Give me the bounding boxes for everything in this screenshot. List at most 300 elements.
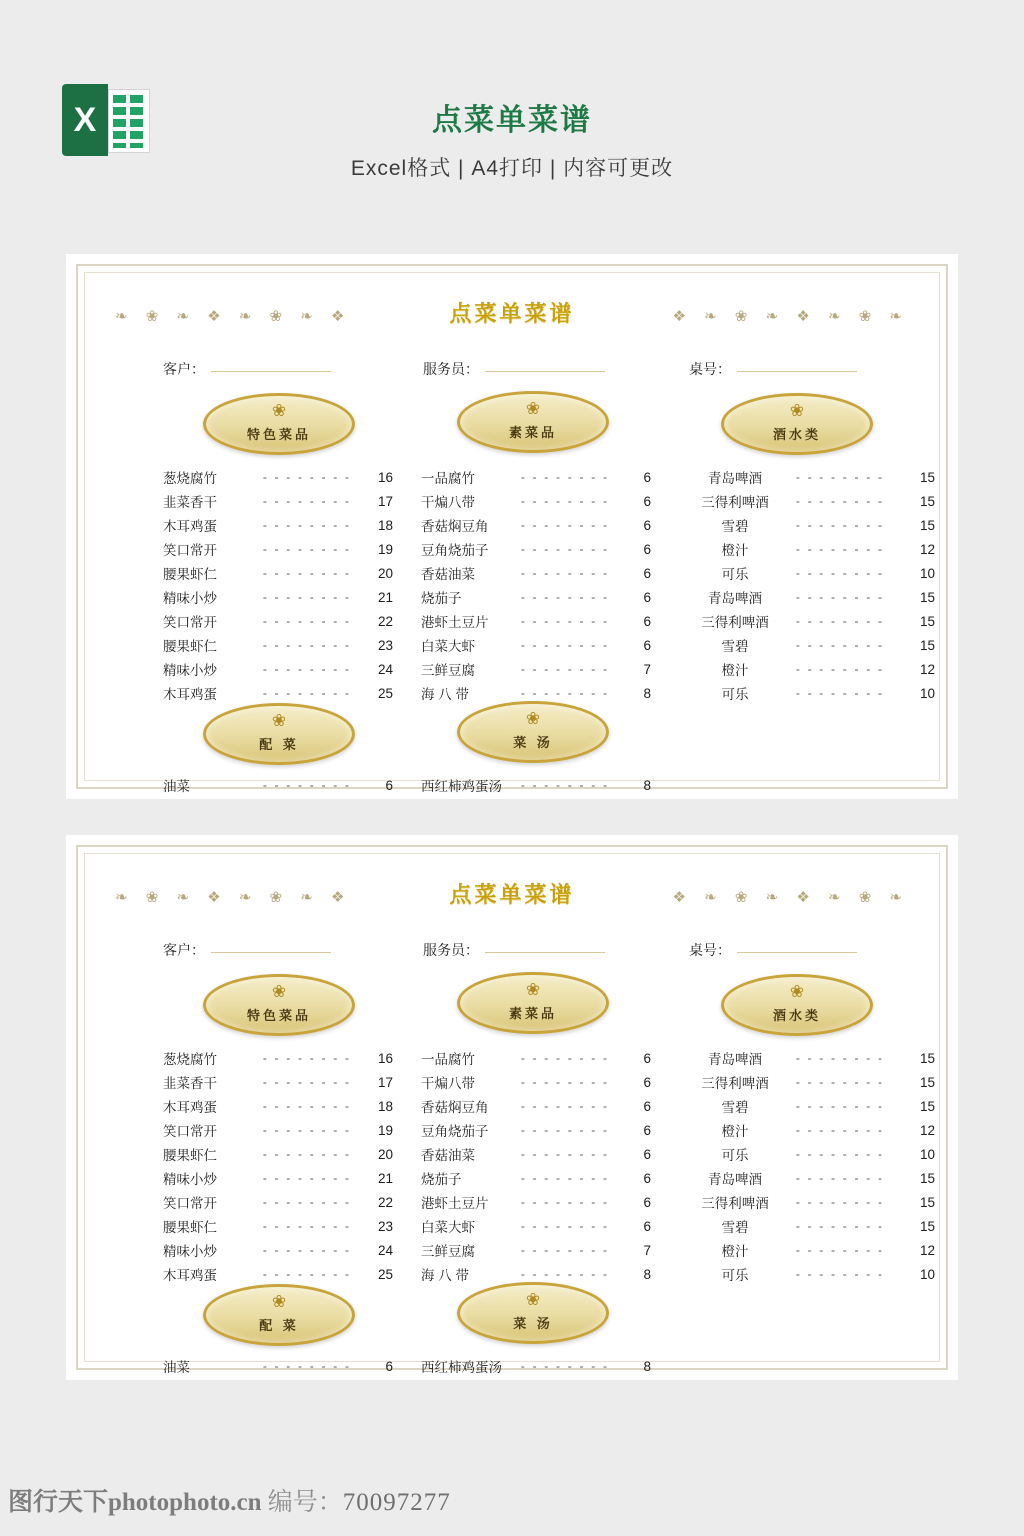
menu-item-price: 15	[919, 469, 935, 485]
badge-drinks	[721, 393, 873, 455]
menu-item-row	[163, 585, 393, 609]
table-label: 桌号：	[689, 361, 731, 377]
menu-item-price: 6	[643, 1146, 651, 1162]
menu-item-price: 6	[643, 565, 651, 581]
menu-item-name: 腰果虾仁	[163, 1148, 217, 1163]
menu-item-dots: - - - - - - - -	[520, 1171, 610, 1185]
menu-item-dots: - - - - - - - -	[520, 1195, 610, 1209]
menu-item-name: 香菇油菜	[421, 567, 475, 582]
drink-item-list	[685, 1046, 935, 1286]
menu-item-row	[163, 1118, 393, 1142]
menu-item-dots: - - - - - - - -	[795, 1075, 885, 1089]
customer-field[interactable]	[163, 940, 331, 960]
menu-preview-page-2	[66, 835, 958, 1380]
menu-item-price: 6	[643, 469, 651, 485]
menu-item-dots: - - - - - - - -	[262, 1171, 352, 1185]
badge-side	[203, 1284, 355, 1346]
watermark-id-label: 编号：	[267, 1489, 343, 1516]
menu-item-row	[163, 489, 393, 513]
ribbon-bow-icon: ❀	[525, 399, 541, 418]
menu-item-row	[685, 537, 935, 561]
menu-item-name: 干煸八带	[421, 1076, 475, 1091]
menu-item-price: 8	[643, 1266, 651, 1282]
badge-side	[203, 703, 355, 765]
menu-item-dots: - - - - - - - -	[520, 662, 610, 676]
menu-item-row	[421, 489, 651, 513]
menu-item-dots: - - - - - - - -	[520, 1219, 610, 1233]
ribbon-bow-icon: ❀	[525, 709, 541, 728]
menu-item-name: 雪碧	[721, 519, 749, 534]
waiter-label: 服务员：	[423, 942, 479, 958]
menu-item-name: 豆角烧茄子	[421, 1124, 489, 1139]
vegetable-item-list	[421, 1046, 651, 1286]
menu-item-row	[163, 773, 393, 797]
menu-item-name: 香菇焖豆角	[421, 1100, 489, 1115]
menu-item-row	[421, 561, 651, 585]
menu-item-row	[421, 465, 651, 489]
menu-item-dots: - - - - - - - -	[795, 590, 885, 604]
menu-item-dots: - - - - - - - -	[262, 614, 352, 628]
menu-item-row	[421, 585, 651, 609]
menu-item-row	[685, 585, 935, 609]
page-subtitle: Excel格式 | A4打印 | 内容可更改	[350, 157, 674, 180]
menu-item-name: 精味小炒	[163, 591, 217, 606]
menu-doc-title: 点菜单菜谱	[449, 882, 575, 908]
menu-item-price: 6	[385, 777, 393, 793]
menu-item-name: 笑口常开	[163, 1124, 217, 1139]
menu-item-row	[421, 1262, 651, 1286]
menu-item-price: 6	[643, 1074, 651, 1090]
menu-item-price: 10	[919, 1266, 935, 1282]
menu-item-row	[685, 1118, 935, 1142]
menu-item-name: 精味小炒	[163, 1244, 217, 1259]
menu-item-row	[163, 465, 393, 489]
menu-item-row	[163, 1354, 393, 1378]
badge-drinks-label: 酒水类	[772, 1009, 821, 1024]
menu-item-price: 10	[919, 1146, 935, 1162]
menu-item-dots: - - - - - - - -	[262, 1099, 352, 1113]
menu-item-dots: - - - - - - - -	[262, 686, 352, 700]
menu-meta-row	[85, 359, 939, 385]
menu-item-dots: - - - - - - - -	[795, 566, 885, 580]
ribbon-bow-icon: ❀	[271, 1292, 287, 1311]
watermark-site: 图行天下photophoto.cn	[8, 1489, 262, 1516]
menu-item-dots: - - - - - - - -	[795, 662, 885, 676]
menu-item-price: 23	[377, 637, 393, 653]
table-input[interactable]	[737, 952, 857, 953]
menu-item-dots: - - - - - - - -	[795, 518, 885, 532]
ribbon-bow-icon: ❀	[271, 401, 287, 420]
waiter-input[interactable]	[485, 371, 605, 372]
vegetable-item-list	[421, 465, 651, 705]
menu-item-row	[685, 513, 935, 537]
menu-item-price: 15	[919, 1218, 935, 1234]
menu-item-row	[163, 1070, 393, 1094]
menu-item-dots: - - - - - - - -	[262, 1051, 352, 1065]
menu-item-name: 腰果虾仁	[163, 1220, 217, 1235]
drink-item-list	[685, 465, 935, 705]
menu-item-name: 港虾土豆片	[421, 1196, 489, 1211]
menu-item-row	[163, 609, 393, 633]
soup-item-list	[421, 773, 651, 797]
table-label: 桌号：	[689, 942, 731, 958]
menu-item-row	[421, 1214, 651, 1238]
menu-item-price: 6	[643, 1194, 651, 1210]
badge-specialty	[203, 974, 355, 1036]
menu-item-row	[685, 633, 935, 657]
menu-item-dots: - - - - - - - -	[795, 470, 885, 484]
menu-item-price: 8	[643, 685, 651, 701]
menu-item-name: 精味小炒	[163, 1172, 217, 1187]
menu-item-name: 橙汁	[721, 1244, 749, 1259]
ribbon-bow-icon: ❀	[525, 980, 541, 999]
customer-input[interactable]	[211, 952, 331, 953]
menu-item-name: 白菜大虾	[421, 639, 475, 654]
menu-item-price: 19	[377, 1122, 393, 1138]
menu-item-row	[163, 633, 393, 657]
menu-item-row	[421, 1142, 651, 1166]
menu-item-price: 12	[919, 661, 935, 677]
menu-item-name: 腰果虾仁	[163, 639, 217, 654]
customer-label: 客户：	[163, 361, 205, 377]
specialty-item-list	[163, 465, 393, 705]
menu-item-dots: - - - - - - - -	[520, 518, 610, 532]
menu-item-row	[685, 1262, 935, 1286]
table-field[interactable]	[689, 940, 857, 960]
menu-item-name: 豆角烧茄子	[421, 543, 489, 558]
menu-item-name: 西红柿鸡蛋汤	[421, 1360, 502, 1375]
menu-item-price: 15	[919, 1074, 935, 1090]
menu-item-price: 6	[643, 1218, 651, 1234]
menu-item-row	[421, 773, 651, 797]
menu-item-row	[421, 1046, 651, 1070]
waiter-label: 服务员：	[423, 361, 479, 377]
menu-item-price: 12	[919, 1242, 935, 1258]
waiter-field[interactable]	[423, 359, 605, 379]
badge-specialty	[203, 393, 355, 455]
menu-doc-title: 点菜单菜谱	[449, 301, 575, 327]
menu-item-name: 橙汁	[721, 663, 749, 678]
menu-item-dots: - - - - - - - -	[795, 1099, 885, 1113]
menu-item-price: 15	[919, 1098, 935, 1114]
menu-item-dots: - - - - - - - -	[520, 686, 610, 700]
menu-item-row	[421, 537, 651, 561]
menu-item-dots: - - - - - - - -	[262, 470, 352, 484]
menu-item-name: 韭菜香干	[163, 1076, 217, 1091]
menu-item-name: 海 八 带	[421, 1268, 470, 1283]
menu-item-dots: - - - - - - - -	[520, 614, 610, 628]
menu-item-row	[421, 681, 651, 705]
menu-item-price: 23	[377, 1218, 393, 1234]
menu-item-price: 6	[643, 493, 651, 509]
menu-item-name: 烧茄子	[421, 591, 462, 606]
menu-item-row	[685, 681, 935, 705]
menu-item-name: 橙汁	[721, 543, 749, 558]
menu-item-row	[163, 1190, 393, 1214]
badge-specialty-label: 特色菜品	[246, 1009, 311, 1024]
side-item-list	[163, 1354, 393, 1378]
menu-item-price: 6	[643, 637, 651, 653]
menu-item-dots: - - - - - - - -	[795, 638, 885, 652]
menu-item-row	[685, 1070, 935, 1094]
menu-item-price: 25	[377, 1266, 393, 1282]
menu-item-name: 葱烧腐竹	[163, 471, 217, 486]
menu-item-price: 15	[919, 517, 935, 533]
menu-item-dots: - - - - - - - -	[795, 1219, 885, 1233]
menu-item-price: 10	[919, 565, 935, 581]
menu-item-name: 雪碧	[721, 639, 749, 654]
menu-item-dots: - - - - - - - -	[262, 518, 352, 532]
waiter-input[interactable]	[485, 952, 605, 953]
menu-item-dots: - - - - - - - -	[520, 494, 610, 508]
badge-side-label: 配 菜	[259, 1319, 299, 1334]
waiter-field[interactable]	[423, 940, 605, 960]
menu-item-price: 22	[377, 613, 393, 629]
menu-item-name: 三鲜豆腐	[421, 1244, 475, 1259]
menu-item-name: 烧茄子	[421, 1172, 462, 1187]
menu-item-row	[685, 561, 935, 585]
menu-item-row	[685, 657, 935, 681]
menu-item-name: 青岛啤酒	[708, 591, 762, 606]
menu-item-price: 6	[643, 589, 651, 605]
menu-item-dots: - - - - - - - -	[795, 1171, 885, 1185]
menu-item-dots: - - - - - - - -	[520, 1075, 610, 1089]
menu-item-dots: - - - - - - - -	[262, 1147, 352, 1161]
menu-item-dots: - - - - - - - -	[520, 590, 610, 604]
menu-item-dots: - - - - - - - -	[795, 1123, 885, 1137]
menu-item-row	[163, 1238, 393, 1262]
menu-item-name: 港虾土豆片	[421, 615, 489, 630]
menu-item-dots: - - - - - - - -	[520, 778, 610, 792]
menu-item-name: 青岛啤酒	[708, 1172, 762, 1187]
menu-item-name: 笑口常开	[163, 1196, 217, 1211]
menu-item-dots: - - - - - - - -	[520, 1099, 610, 1113]
menu-item-name: 木耳鸡蛋	[163, 1100, 217, 1115]
menu-item-row	[421, 1094, 651, 1118]
menu-item-price: 12	[919, 1122, 935, 1138]
menu-item-row	[163, 1094, 393, 1118]
menu-item-price: 17	[377, 1074, 393, 1090]
menu-preview-page-1	[66, 254, 958, 799]
badge-vegetable-label: 素菜品	[508, 426, 557, 441]
menu-item-price: 7	[643, 661, 651, 677]
menu-item-price: 6	[643, 541, 651, 557]
menu-item-row	[421, 633, 651, 657]
menu-item-row	[163, 561, 393, 585]
menu-item-row	[163, 1214, 393, 1238]
menu-item-price: 8	[643, 777, 651, 793]
menu-item-row	[421, 1166, 651, 1190]
menu-item-dots: - - - - - - - -	[795, 542, 885, 556]
menu-item-dots: - - - - - - - -	[262, 1243, 352, 1257]
menu-item-dots: - - - - - - - -	[520, 1243, 610, 1257]
menu-item-name: 木耳鸡蛋	[163, 687, 217, 702]
menu-item-row	[685, 1166, 935, 1190]
menu-item-name: 三得利啤酒	[701, 495, 769, 510]
badge-vegetable	[457, 972, 609, 1034]
menu-item-dots: - - - - - - - -	[520, 470, 610, 484]
menu-item-price: 21	[377, 1170, 393, 1186]
menu-item-row	[421, 1070, 651, 1094]
menu-item-name: 香菇焖豆角	[421, 519, 489, 534]
badge-specialty-label: 特色菜品	[246, 428, 311, 443]
menu-item-row	[685, 489, 935, 513]
menu-item-dots: - - - - - - - -	[795, 1243, 885, 1257]
menu-item-price: 22	[377, 1194, 393, 1210]
menu-item-price: 6	[385, 1358, 393, 1374]
menu-item-price: 24	[377, 661, 393, 677]
menu-item-price: 12	[919, 541, 935, 557]
menu-item-dots: - - - - - - - -	[795, 494, 885, 508]
menu-item-row	[163, 513, 393, 537]
menu-item-name: 葱烧腐竹	[163, 1052, 217, 1067]
menu-item-dots: - - - - - - - -	[795, 1267, 885, 1281]
menu-item-price: 10	[919, 685, 935, 701]
menu-item-dots: - - - - - - - -	[520, 542, 610, 556]
badge-vegetable-label: 素菜品	[508, 1007, 557, 1022]
ornament-right: ❖ ❧ ❀ ❧ ❖ ❧ ❀ ❧	[672, 889, 909, 906]
ribbon-bow-icon: ❀	[525, 1290, 541, 1309]
menu-item-name: 青岛啤酒	[708, 1052, 762, 1067]
menu-item-dots: - - - - - - - -	[795, 1195, 885, 1209]
menu-item-name: 一品腐竹	[421, 471, 475, 486]
badge-soup	[457, 701, 609, 763]
menu-item-dots: - - - - - - - -	[795, 1051, 885, 1065]
menu-item-dots: - - - - - - - -	[262, 1123, 352, 1137]
menu-item-name: 木耳鸡蛋	[163, 1268, 217, 1283]
menu-item-name: 木耳鸡蛋	[163, 519, 217, 534]
menu-item-name: 精味小炒	[163, 663, 217, 678]
menu-item-price: 6	[643, 517, 651, 533]
menu-item-row	[163, 681, 393, 705]
menu-item-name: 三得利啤酒	[701, 1076, 769, 1091]
menu-item-dots: - - - - - - - -	[520, 638, 610, 652]
menu-item-price: 18	[377, 1098, 393, 1114]
menu-item-price: 21	[377, 589, 393, 605]
menu-item-row	[685, 1046, 935, 1070]
menu-item-price: 16	[377, 469, 393, 485]
menu-item-row	[421, 513, 651, 537]
menu-item-name: 可乐	[721, 1148, 749, 1163]
menu-item-dots: - - - - - - - -	[262, 590, 352, 604]
menu-item-name: 可乐	[721, 687, 749, 702]
menu-item-price: 15	[919, 637, 935, 653]
menu-item-row	[685, 1238, 935, 1262]
menu-item-price: 6	[643, 1122, 651, 1138]
menu-item-row	[685, 1094, 935, 1118]
badge-drinks	[721, 974, 873, 1036]
ornament-left: ❧ ❀ ❧ ❖ ❧ ❀ ❧ ❖	[115, 889, 352, 906]
customer-label: 客户：	[163, 942, 205, 958]
menu-item-row	[421, 1118, 651, 1142]
menu-item-price: 15	[919, 493, 935, 509]
menu-item-price: 19	[377, 541, 393, 557]
menu-item-dots: - - - - - - - -	[262, 494, 352, 508]
menu-item-price: 7	[643, 1242, 651, 1258]
menu-item-row	[163, 1166, 393, 1190]
menu-item-price: 20	[377, 1146, 393, 1162]
ribbon-bow-icon: ❀	[789, 401, 805, 420]
menu-item-row	[685, 1142, 935, 1166]
menu-item-dots: - - - - - - - -	[262, 566, 352, 580]
menu-item-name: 雪碧	[721, 1220, 749, 1235]
menu-item-row	[421, 1238, 651, 1262]
menu-item-price: 6	[643, 1170, 651, 1186]
ornament-left: ❧ ❀ ❧ ❖ ❧ ❀ ❧ ❖	[115, 308, 352, 325]
soup-item-list	[421, 1354, 651, 1378]
menu-item-price: 15	[919, 613, 935, 629]
menu-item-name: 可乐	[721, 1268, 749, 1283]
badge-soup-label: 菜 汤	[513, 736, 553, 751]
menu-item-dots: - - - - - - - -	[262, 1359, 352, 1373]
customer-field[interactable]	[163, 359, 331, 379]
menu-item-name: 橙汁	[721, 1124, 749, 1139]
menu-item-dots: - - - - - - - -	[262, 1195, 352, 1209]
menu-item-price: 16	[377, 1050, 393, 1066]
menu-item-price: 15	[919, 1050, 935, 1066]
menu-item-name: 油菜	[163, 779, 190, 794]
menu-item-dots: - - - - - - - -	[795, 614, 885, 628]
menu-item-name: 油菜	[163, 1360, 190, 1375]
ribbon-bow-icon: ❀	[271, 711, 287, 730]
ornament-right: ❖ ❧ ❀ ❧ ❖ ❧ ❀ ❧	[672, 308, 909, 325]
menu-meta-row	[85, 940, 939, 966]
menu-item-name: 白菜大虾	[421, 1220, 475, 1235]
page-header	[0, 0, 1024, 230]
menu-item-price: 15	[919, 589, 935, 605]
badge-vegetable	[457, 391, 609, 453]
menu-item-dots: - - - - - - - -	[262, 662, 352, 676]
menu-item-row	[685, 609, 935, 633]
menu-item-dots: - - - - - - - -	[520, 1051, 610, 1065]
specialty-item-list	[163, 1046, 393, 1286]
customer-input[interactable]	[211, 371, 331, 372]
watermark-id-value: 70097277	[342, 1489, 451, 1516]
excel-logo-letter: X	[73, 100, 97, 139]
menu-item-row	[163, 1142, 393, 1166]
menu-item-price: 15	[919, 1170, 935, 1186]
menu-item-row	[685, 1214, 935, 1238]
menu-item-name: 笑口常开	[163, 543, 217, 558]
menu-item-dots: - - - - - - - -	[520, 566, 610, 580]
menu-item-name: 腰果虾仁	[163, 567, 217, 582]
menu-item-price: 20	[377, 565, 393, 581]
badge-drinks-label: 酒水类	[772, 428, 821, 443]
badge-soup-label: 菜 汤	[513, 1317, 553, 1332]
menu-item-name: 西红柿鸡蛋汤	[421, 779, 502, 794]
side-item-list	[163, 773, 393, 797]
menu-item-name: 香菇油菜	[421, 1148, 475, 1163]
menu-item-row	[163, 1262, 393, 1286]
menu-item-price: 6	[643, 1050, 651, 1066]
menu-item-name: 笑口常开	[163, 615, 217, 630]
footer-watermark	[0, 1484, 1024, 1524]
menu-item-name: 雪碧	[721, 1100, 749, 1115]
menu-item-row	[163, 657, 393, 681]
menu-item-name: 干煸八带	[421, 495, 475, 510]
table-input[interactable]	[737, 371, 857, 372]
menu-item-row	[421, 657, 651, 681]
menu-item-name: 一品腐竹	[421, 1052, 475, 1067]
menu-item-name: 青岛啤酒	[708, 471, 762, 486]
menu-item-name: 韭菜香干	[163, 495, 217, 510]
menu-item-dots: - - - - - - - -	[262, 1267, 352, 1281]
menu-item-price: 8	[643, 1358, 651, 1374]
menu-item-dots: - - - - - - - -	[262, 1219, 352, 1233]
menu-item-name: 三鲜豆腐	[421, 663, 475, 678]
table-field[interactable]	[689, 359, 857, 379]
menu-item-price: 15	[919, 1194, 935, 1210]
